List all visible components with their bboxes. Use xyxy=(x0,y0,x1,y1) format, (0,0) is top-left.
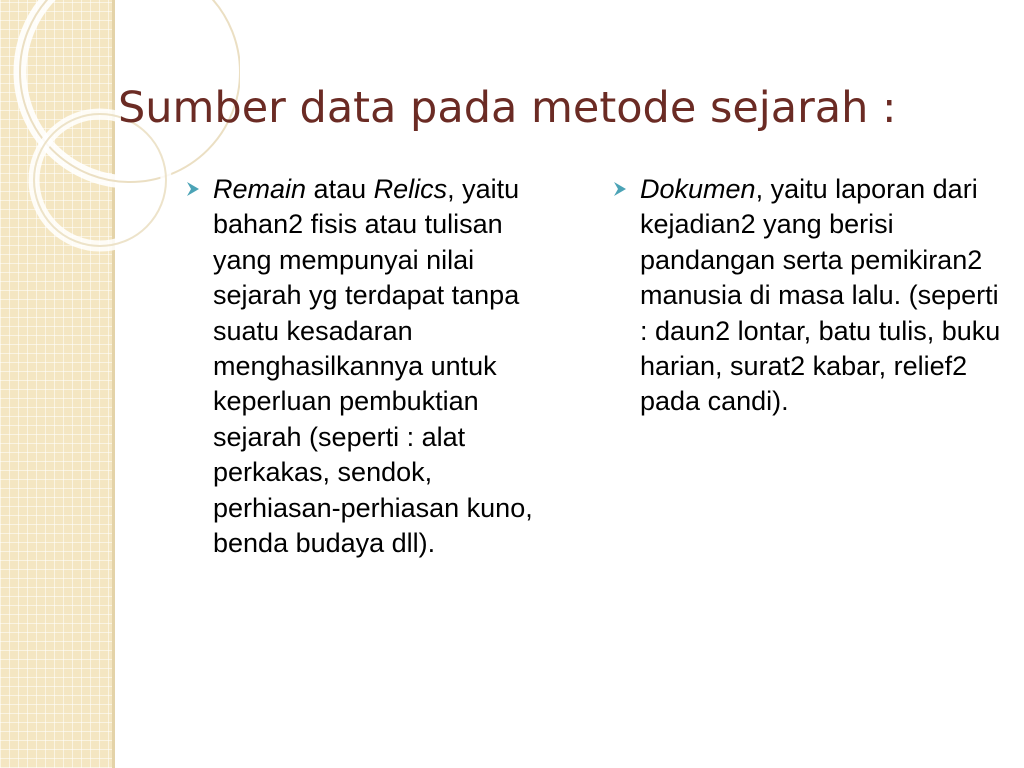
bullet-description: , yaitu laporan dari kejadian2 yang berisi pandangan serta pemikiran2 manusia di masa lalu. (seperti : daun2 lontar, batu tulis, buku harian, surat2 kabar, relief2 pada candi). xyxy=(640,174,1001,417)
list-item xyxy=(185,172,565,561)
bullet-text-remain xyxy=(213,172,565,561)
bullet-list-right xyxy=(612,172,1012,420)
bullet-text-dokumen xyxy=(640,172,1012,420)
term-remain: Remain xyxy=(213,174,307,204)
term-dokumen: Dokumen xyxy=(640,174,756,204)
list-item xyxy=(612,172,1012,420)
term-connector: atau xyxy=(306,174,374,204)
side-band-edge xyxy=(112,0,115,768)
decorative-side-band xyxy=(0,0,112,768)
bullet-list-left xyxy=(185,172,565,561)
arrow-bullet-icon xyxy=(612,181,628,197)
arrow-bullet-icon xyxy=(185,181,201,197)
slide-title: Sumber data pada metode sejarah : xyxy=(118,83,897,133)
bullet-description: , yaitu bahan2 fisis atau tulisan yang mempunyai nilai sejarah yg terdapat tanpa suatu kesadaran menghasilkannya untuk keperluan pembuktian sejarah (seperti : alat perkakas, sendok, perhiasan-perhiasan kuno, benda budaya dll). xyxy=(213,174,533,559)
term-relics: Relics xyxy=(373,174,448,204)
